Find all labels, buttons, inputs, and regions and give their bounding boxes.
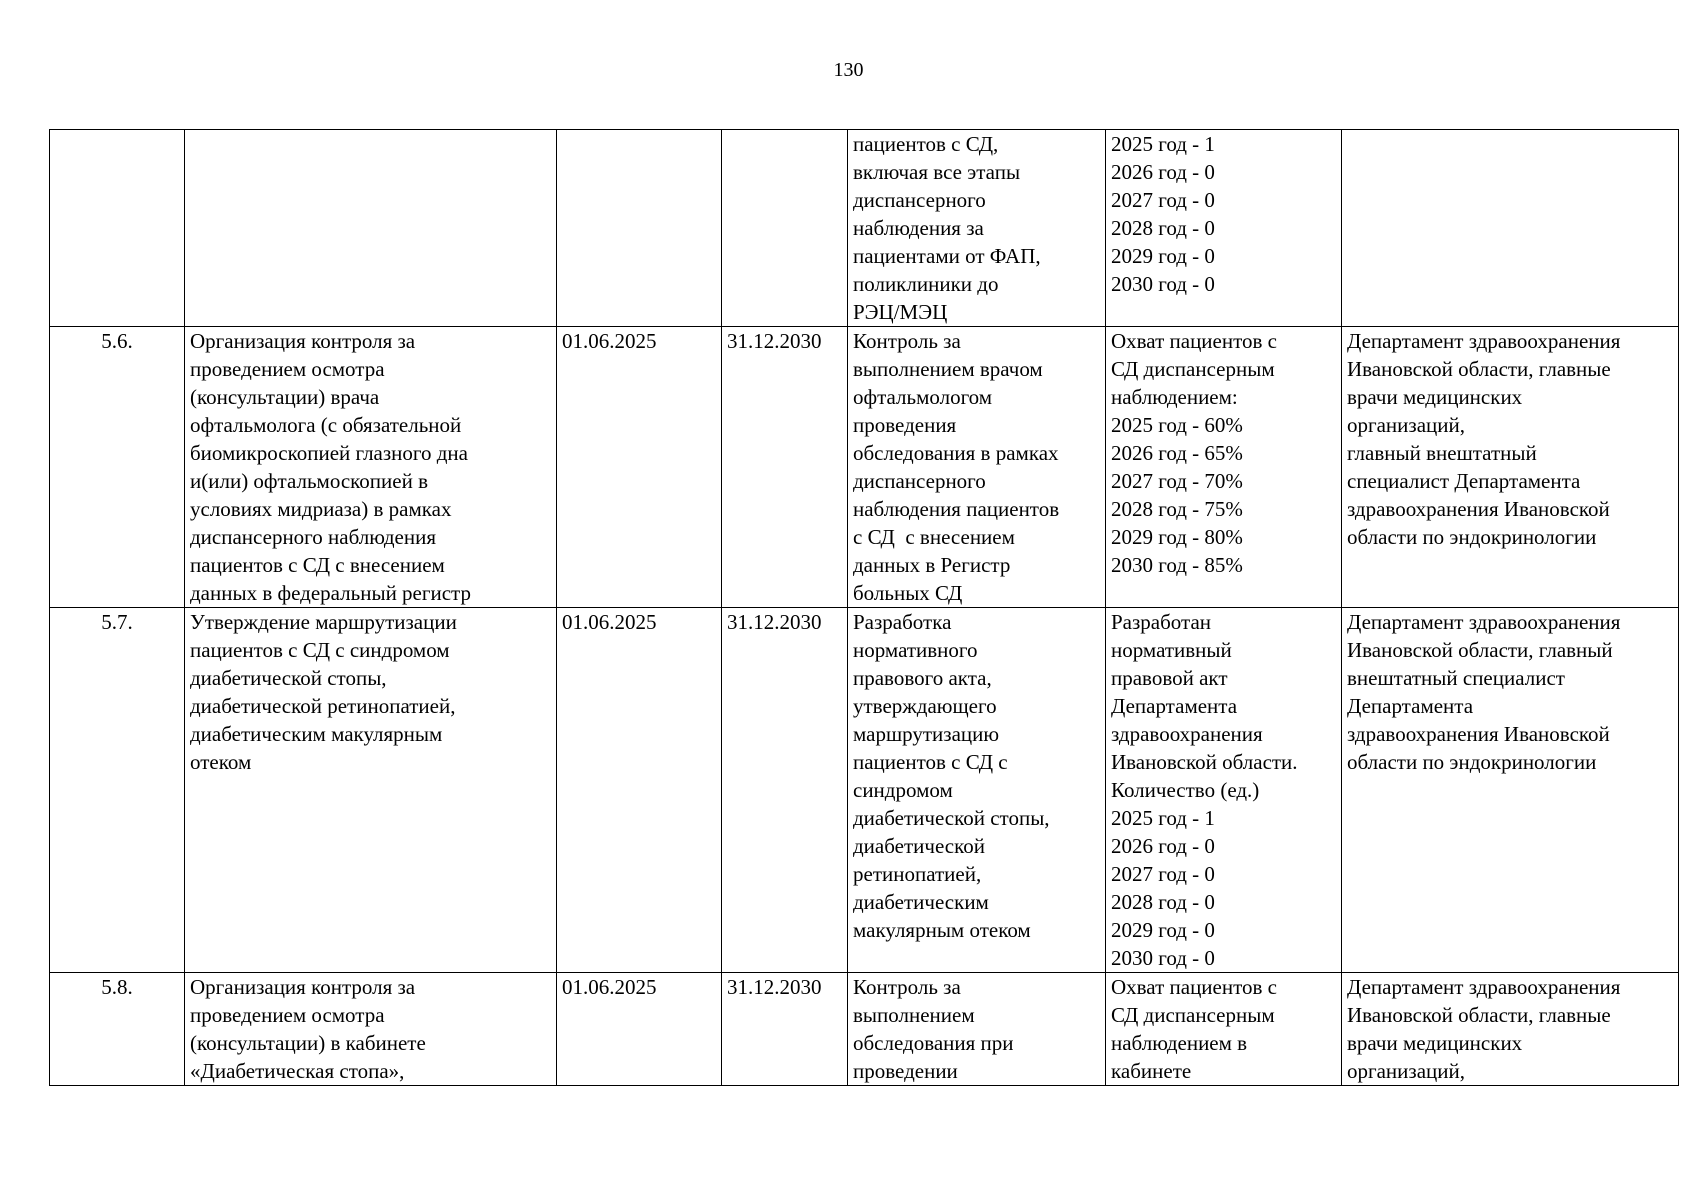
cell-line: СД диспансерным <box>1111 357 1275 381</box>
cell-line: 2026 год - 0 <box>1111 834 1215 858</box>
cell-line: и(или) офтальмоскопией в <box>190 469 429 493</box>
cell-line: области по эндокринологии <box>1347 750 1597 774</box>
cell-end-date: 31.12.2030 <box>722 327 848 608</box>
cell-line: пациентов с СД с внесением <box>190 553 445 577</box>
cell-result <box>848 608 1106 973</box>
cell-line: маршрутизацию <box>853 722 1000 746</box>
cell-line: 2029 год - 0 <box>1111 918 1215 942</box>
cell-event <box>185 130 557 327</box>
cell-line: 2029 год - 80% <box>1111 525 1243 549</box>
cell-line: Ивановской области, главные <box>1347 357 1611 381</box>
cell-line: пациентами от ФАП, <box>853 244 1041 268</box>
cell-line: проведением осмотра <box>190 1003 385 1027</box>
cell-line: проведения <box>853 413 957 437</box>
cell-line: Утверждение маршрутизации <box>190 610 457 634</box>
cell-line: диабетической ретинопатией, <box>190 694 456 718</box>
cell-start-date: 01.06.2025 <box>557 973 722 1086</box>
cell-line: Организация контроля за <box>190 329 416 353</box>
cell-line: диабетической стопы, <box>190 666 387 690</box>
cell-indicator <box>1106 327 1342 608</box>
cell-responsible <box>1342 973 1679 1086</box>
cell-end-date <box>722 130 848 327</box>
cell-line: здравоохранения <box>1111 722 1263 746</box>
cell-line: главный внештатный <box>1347 441 1537 465</box>
cell-line: диабетическим <box>853 890 989 914</box>
cell-line: внештатный специалист <box>1347 666 1565 690</box>
cell-line: 2028 год - 0 <box>1111 890 1215 914</box>
cell-line: 2026 год - 0 <box>1111 160 1215 184</box>
cell-line: утверждающего <box>853 694 997 718</box>
cell-line: Ивановской области. <box>1111 750 1298 774</box>
cell-line: проведением осмотра <box>190 357 385 381</box>
cell-indicator <box>1106 130 1342 327</box>
cell-line: 2026 год - 65% <box>1111 441 1243 465</box>
cell-line: здравоохранения Ивановской <box>1347 722 1610 746</box>
cell-line: здравоохранения Ивановской <box>1347 497 1610 521</box>
cell-responsible <box>1342 608 1679 973</box>
cell-line: выполнением врачом <box>853 357 1043 381</box>
cell-line: 2030 год - 0 <box>1111 946 1215 970</box>
cell-line: (консультации) в кабинете <box>190 1031 426 1055</box>
cell-line: условиях мидриаза) в рамках <box>190 497 452 521</box>
cell-num: 5.6. <box>50 327 185 608</box>
cell-line: 2025 год - 1 <box>1111 132 1215 156</box>
cell-indicator <box>1106 608 1342 973</box>
cell-indicator <box>1106 973 1342 1086</box>
cell-line: Контроль за <box>853 975 961 999</box>
cell-line: СД диспансерным <box>1111 1003 1275 1027</box>
cell-event <box>185 327 557 608</box>
cell-line: 2030 год - 0 <box>1111 272 1215 296</box>
cell-line: кабинете <box>1111 1059 1192 1083</box>
cell-line: Департамент здравоохранения <box>1347 975 1621 999</box>
cell-line: ретинопатией, <box>853 862 982 886</box>
cell-line: наблюдения пациентов <box>853 497 1060 521</box>
cell-line: Департамента <box>1347 694 1474 718</box>
cell-line: наблюдения за <box>853 216 984 240</box>
cell-num <box>50 130 185 327</box>
cell-line: Разработка <box>853 610 952 634</box>
cell-line: макулярным отеком <box>853 918 1031 942</box>
cell-line: Ивановской области, главный <box>1347 638 1613 662</box>
cell-line: Охват пациентов с <box>1111 329 1277 353</box>
cell-line: пациентов с СД с <box>853 750 1008 774</box>
cell-result <box>848 327 1106 608</box>
cell-line: обследования в рамках <box>853 441 1059 465</box>
cell-line: (консультации) врача <box>190 385 380 409</box>
cell-line: 2027 год - 0 <box>1111 188 1215 212</box>
cell-end-date: 31.12.2030 <box>722 608 848 973</box>
cell-line: области по эндокринологии <box>1347 525 1597 549</box>
cell-line: диспансерного <box>853 469 986 493</box>
cell-line: диспансерного <box>853 188 986 212</box>
cell-num: 5.8. <box>50 973 185 1086</box>
cell-line: 2027 год - 0 <box>1111 862 1215 886</box>
cell-line: пациентов с СД с синдромом <box>190 638 450 662</box>
cell-line: Департамента <box>1111 694 1238 718</box>
cell-line: данных в Регистр <box>853 553 1011 577</box>
cell-line: с СД с внесением <box>853 525 1015 549</box>
table-row <box>50 608 1679 973</box>
cell-line: поликлиники до <box>853 272 999 296</box>
cell-line: Департамент здравоохранения <box>1347 610 1621 634</box>
cell-line: биомикроскопией глазного дна <box>190 441 468 465</box>
cell-line: офтальмолога (с обязательной <box>190 413 462 437</box>
cell-line: организаций, <box>1347 413 1465 437</box>
cell-result <box>848 973 1106 1086</box>
cell-line: данных в федеральный регистр <box>190 581 471 605</box>
cell-event <box>185 973 557 1086</box>
cell-line: «Диабетическая стопа», <box>190 1059 405 1083</box>
cell-line: врачи медицинских <box>1347 1031 1523 1055</box>
cell-line: Ивановской области, главные <box>1347 1003 1611 1027</box>
cell-line: 2025 год - 1 <box>1111 806 1215 830</box>
cell-line: врачи медицинских <box>1347 385 1523 409</box>
cell-line: наблюдением в <box>1111 1031 1248 1055</box>
cell-line: обследования при <box>853 1031 1014 1055</box>
cell-line: диабетическим макулярным <box>190 722 443 746</box>
cell-line: проведении <box>853 1059 958 1083</box>
cell-line: 2028 год - 0 <box>1111 216 1215 240</box>
cell-line: выполнением <box>853 1003 975 1027</box>
cell-line: 2025 год - 60% <box>1111 413 1243 437</box>
cell-line: наблюдением: <box>1111 385 1238 409</box>
cell-line: Контроль за <box>853 329 961 353</box>
cell-line: диабетической стопы, <box>853 806 1050 830</box>
cell-line: правового акта, <box>853 666 992 690</box>
cell-line: Разработан <box>1111 610 1212 634</box>
cell-start-date: 01.06.2025 <box>557 327 722 608</box>
page-number: 130 <box>833 59 864 81</box>
table-row <box>50 130 1679 327</box>
cell-line: специалист Департамента <box>1347 469 1581 493</box>
cell-line: диабетической <box>853 834 985 858</box>
cell-event <box>185 608 557 973</box>
cell-line: больных СД <box>853 581 963 605</box>
cell-line: включая все этапы <box>853 160 1021 184</box>
cell-line: РЭЦ/МЭЦ <box>853 300 948 324</box>
cell-line: диспансерного наблюдения <box>190 525 436 549</box>
cell-line: 2028 год - 75% <box>1111 497 1243 521</box>
cell-line: правовой акт <box>1111 666 1228 690</box>
cell-start-date <box>557 130 722 327</box>
cell-start-date: 01.06.2025 <box>557 608 722 973</box>
cell-line: Охват пациентов с <box>1111 975 1277 999</box>
cell-end-date: 31.12.2030 <box>722 973 848 1086</box>
cell-line: организаций, <box>1347 1059 1465 1083</box>
cell-line: 2029 год - 0 <box>1111 244 1215 268</box>
cell-responsible <box>1342 130 1679 327</box>
plan-table <box>49 129 1679 1086</box>
cell-line: нормативного <box>853 638 978 662</box>
cell-line: Организация контроля за <box>190 975 416 999</box>
cell-line: 2027 год - 70% <box>1111 469 1243 493</box>
cell-line: Количество (ед.) <box>1111 778 1260 802</box>
cell-line: пациентов с СД, <box>853 132 999 156</box>
cell-line: офтальмологом <box>853 385 993 409</box>
cell-line: нормативный <box>1111 638 1232 662</box>
cell-line: Департамент здравоохранения <box>1347 329 1621 353</box>
cell-num: 5.7. <box>50 608 185 973</box>
table-row <box>50 327 1679 608</box>
cell-responsible <box>1342 327 1679 608</box>
table-row <box>50 973 1679 1086</box>
cell-line: отеком <box>190 750 252 774</box>
cell-line: 2030 год - 85% <box>1111 553 1243 577</box>
cell-result <box>848 130 1106 327</box>
cell-line: синдромом <box>853 778 953 802</box>
